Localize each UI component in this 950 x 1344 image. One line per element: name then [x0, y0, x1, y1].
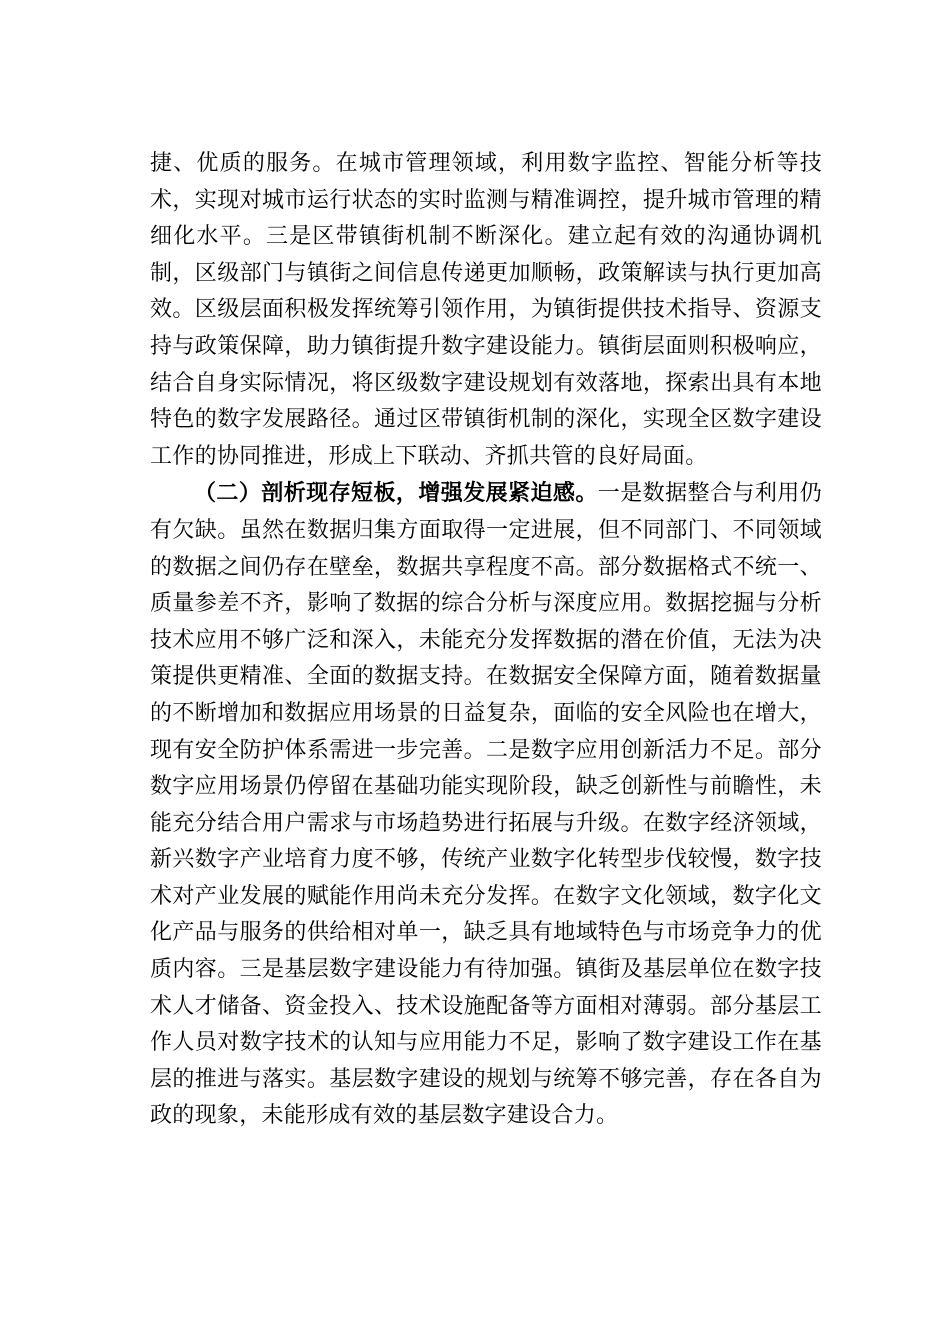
section-heading: （二）剖析现存短板，增强发展紧迫感。 — [194, 480, 598, 507]
document-body — [150, 146, 822, 1135]
paragraph-2 — [150, 475, 822, 1135]
paragraph-2-body: 一是数据整合与利用仍有欠缺。虽然在数据归集方面取得一定进展，但不同部门、不同领域的数据之间仍存在壁垒，数据共享程度不高。部分数据格式不统一、质量参差不齐，影响了数据的综合分析与深度应用。数据挖掘与分析技术应用不够广泛和深入，未能充分发挥数据的潜在价值，无法为决策提供更精准、全面的数据支持。在数据安全保障方面，随着数据量的不断增加和数据应用场景的日益复杂，面临的安全风险也在增大，现有安全防护体系需进一步完善。二是数字应用创新活力不足。部分数字应用场景仍停留在基础功能实现阶段，缺乏创新性与前瞻性，未能充分结合用户需求与市场趋势进行拓展与升级。在数字经济领域，新兴数字产业培育力度不够，传统产业数字化转型步伐较慢，数字技术对产业发展的赋能作用尚未充分发挥。在数字文化领域，数字化文化产品与服务的供给相对单一，缺乏具有地域特色与市场竞争力的优质内容。三是基层数字建设能力有待加强。镇街及基层单位在数字技术人才储备、资金投入、技术设施配备等方面相对薄弱。部分基层工作人员对数字技术的认知与应用能力不足，影响了数字建设工作在基层的推进与落实。基层数字建设的规划与统筹不够完善，存在各自为政的现象，未能形成有效的基层数字建设合力。 — [150, 481, 822, 1129]
paragraph-1: 捷、优质的服务。在城市管理领域，利用数字监控、智能分析等技术，实现对城市运行状态的实时监测与精准调控，提升城市管理的精细化水平。三是区带镇街机制不断深化。建立起有效的沟通协调机制，区级部门与镇街之间信息传递更加顺畅，政策解读与执行更加高效。区级层面积极发挥统筹引领作用，为镇街提供技术指导、资源支持与政策保障，助力镇街提升数字建设能力。镇街层面则积极响应，结合自身实际情况，将区级数字建设规划有效落地，探索出具有本地特色的数字发展路径。通过区带镇街机制的深化，实现全区数字建设工作的协同推进，形成上下联动、齐抓共管的良好局面。 — [150, 151, 822, 469]
